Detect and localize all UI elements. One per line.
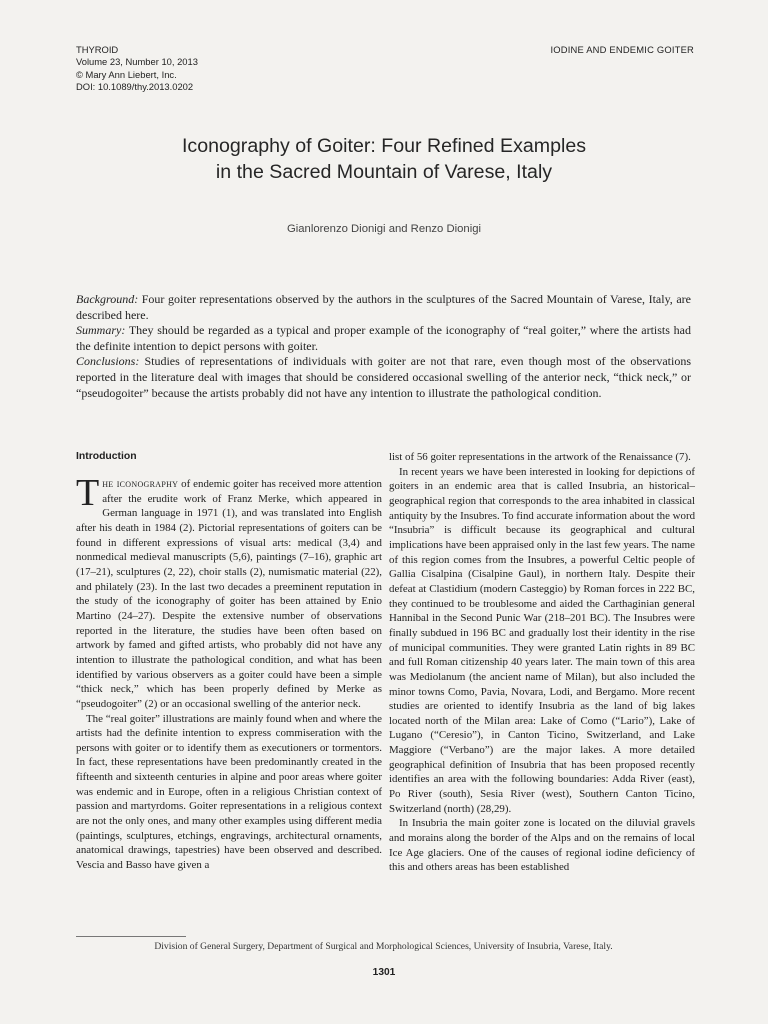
footnote-divider <box>76 936 186 937</box>
summary-label: Summary: <box>76 323 126 338</box>
smallcaps-lead: he iconography <box>102 478 179 490</box>
background-label: Background: <box>76 292 139 306</box>
doi: DOI: 10.1089/thy.2013.0202 <box>76 81 194 93</box>
right-column <box>389 450 695 875</box>
page-number: 1301 <box>372 967 396 978</box>
conclusions-label: Conclusions: <box>76 354 140 369</box>
journal-header <box>76 44 198 94</box>
article-title <box>0 134 768 185</box>
introduction-heading: Introduction <box>76 451 137 462</box>
abstract-summary <box>76 323 691 354</box>
abstract-background <box>76 292 691 323</box>
paragraph <box>76 472 382 712</box>
left-column <box>76 450 382 873</box>
abstract-conclusions <box>76 354 691 401</box>
paragraph-text: of endemic goiter has received more attention after the erudite work of Franz Merke, which appeared in German language in 1971 (1), and was translated into English after his death in 1984 (2). Pictorial representations of goiters can be found in different expressions of visual arts: medical (3,4) and nonmedical medieval manuscripts (5,6), paintings (7–16), graphic art (17–21), sculptures (2, 22), choir stalls (2), numismatic material (22), and philately (23). In the last two decades a preeminent reputation in the study of the iconography of goiter has been attained by Enio Martino (24–27). Despite the extensive number of observations reported in the literature, the studies have been often based on artwork by famed and gifted artists, who probably did not have any intention to illustrate the pathological condition, and what has been identified by various observers as a goiter could have been a simple “thick neck,” which has been properly defined by Merke as “pseudogoiter” (2) or an occasional swelling of the anterior neck. <box>76 478 382 710</box>
drop-cap: T <box>76 472 100 514</box>
copyright: © Mary Ann Liebert, Inc. <box>76 68 177 80</box>
conclusions-text: Studies of representations of individuals with goiter are not that rare, even though most of the observations reported in the literature deal with images that should be considered occasional swelling of the anterior neck, “thick neck,” or “pseudogoiter” because the artists probably did not have any intention to illustrate the pathological condition. <box>76 354 691 400</box>
section-label: IODINE AND ENDEMIC GOITER <box>550 44 694 55</box>
paragraph: The “real goiter” illustrations are mainly found when and where the artists had the definite intention to express commiseration with the persons with goiter or to identify them as executioners or tormentors. In fact, these representations have been predominantly created in the fifteenth and sixteenth centuries in alpine and poor areas where goiter was endemic and in Europe, often in a religious Christian context of passion and martyrdoms. Goiter representations in a religious context are not the only ones, and many other examples using different media (paintings, sculptures, etchings, engravings, architectural ornaments, anatomical drawings, tapestries) have been observed and described. Vescia and Basso have given a <box>76 712 382 872</box>
affiliation-footnote: Division of General Surgery, Department of Surgical and Morphological Sciences, University of Insubria, Varese, Italy. <box>154 941 613 952</box>
paragraph: In Insubria the main goiter zone is located on the diluvial gravels and morains along the border of the Alps and on the remains of local Ice Age glaciers. One of the causes of regional iodine deficiency of this and others areas has been established <box>389 817 695 874</box>
journal-name: THYROID <box>76 44 119 55</box>
authors: Gianlorenzo Dionigi and Renzo Dionigi <box>286 223 482 235</box>
title-line-2: in the Sacred Mountain of Varese, Italy <box>215 160 553 183</box>
paragraph: list of 56 goiter representations in the artwork of the Renaissance (7). <box>389 451 691 463</box>
summary-text: They should be regarded as a typical and proper example of the iconography of “real goiter,” where the artists had the definite intention to depict persons with goiter. <box>76 323 691 353</box>
abstract <box>76 292 691 401</box>
volume-info: Volume 23, Number 10, 2013 <box>76 56 198 68</box>
background-text: Four goiter representations observed by the authors in the sculptures of the Sacred Mountain of Varese, Italy, are described here. <box>76 292 691 322</box>
title-line-1: Iconography of Goiter: Four Refined Examples <box>181 135 587 157</box>
paragraph: In recent years we have been interested in looking for depictions of goiters in an endemic area that is called Insubria, an historical–geographical region that corresponds to the area inhabited in classical antiquity by the Insubres. To find accurate information about the word “Insubria” is difficult because its geographical and cultural implications have been appraised only in the last few years. The name of this region comes from the Insubres, a powerful Celtic people of Gallia Cisalpina (Cisalpine Gaul), in northern Italy. Despite their defeat at Clastidium (modern Casteggio) by Roman forces in 222 BC, they continued to be troublesome and aided the Carthaginian general Hannibal in the Second Punic War (218–201 BC). The Insubres were finally subdued in 196 BC and gradually lost their identity in the rise of municipal communities. They were granted Latin rights in 89 BC and full Roman citizenship 40 years later. The main town of this area was Mediolanum (the ancient name of Milan), but also included the minor towns Como, Pavia, Novara, Lodi, and Bergamo. More recent studies are oriented to identify Insubria as the land of big lakes located north of the Milan area: Lake of Como (“Lario”), Lake of Lugano (“Ceresio”), in Canton Ticino, Switzerland, and Lake Maggiore (“Verbano”) are the major lakes. A more detailed geographical definition of Insubria that has been proposed recently identifies an area with the following boundaries: Adda River (east), Po River (south), Sesia River (west), Southern Canton Ticino, Switzerland (north) (28,29). <box>389 465 696 815</box>
